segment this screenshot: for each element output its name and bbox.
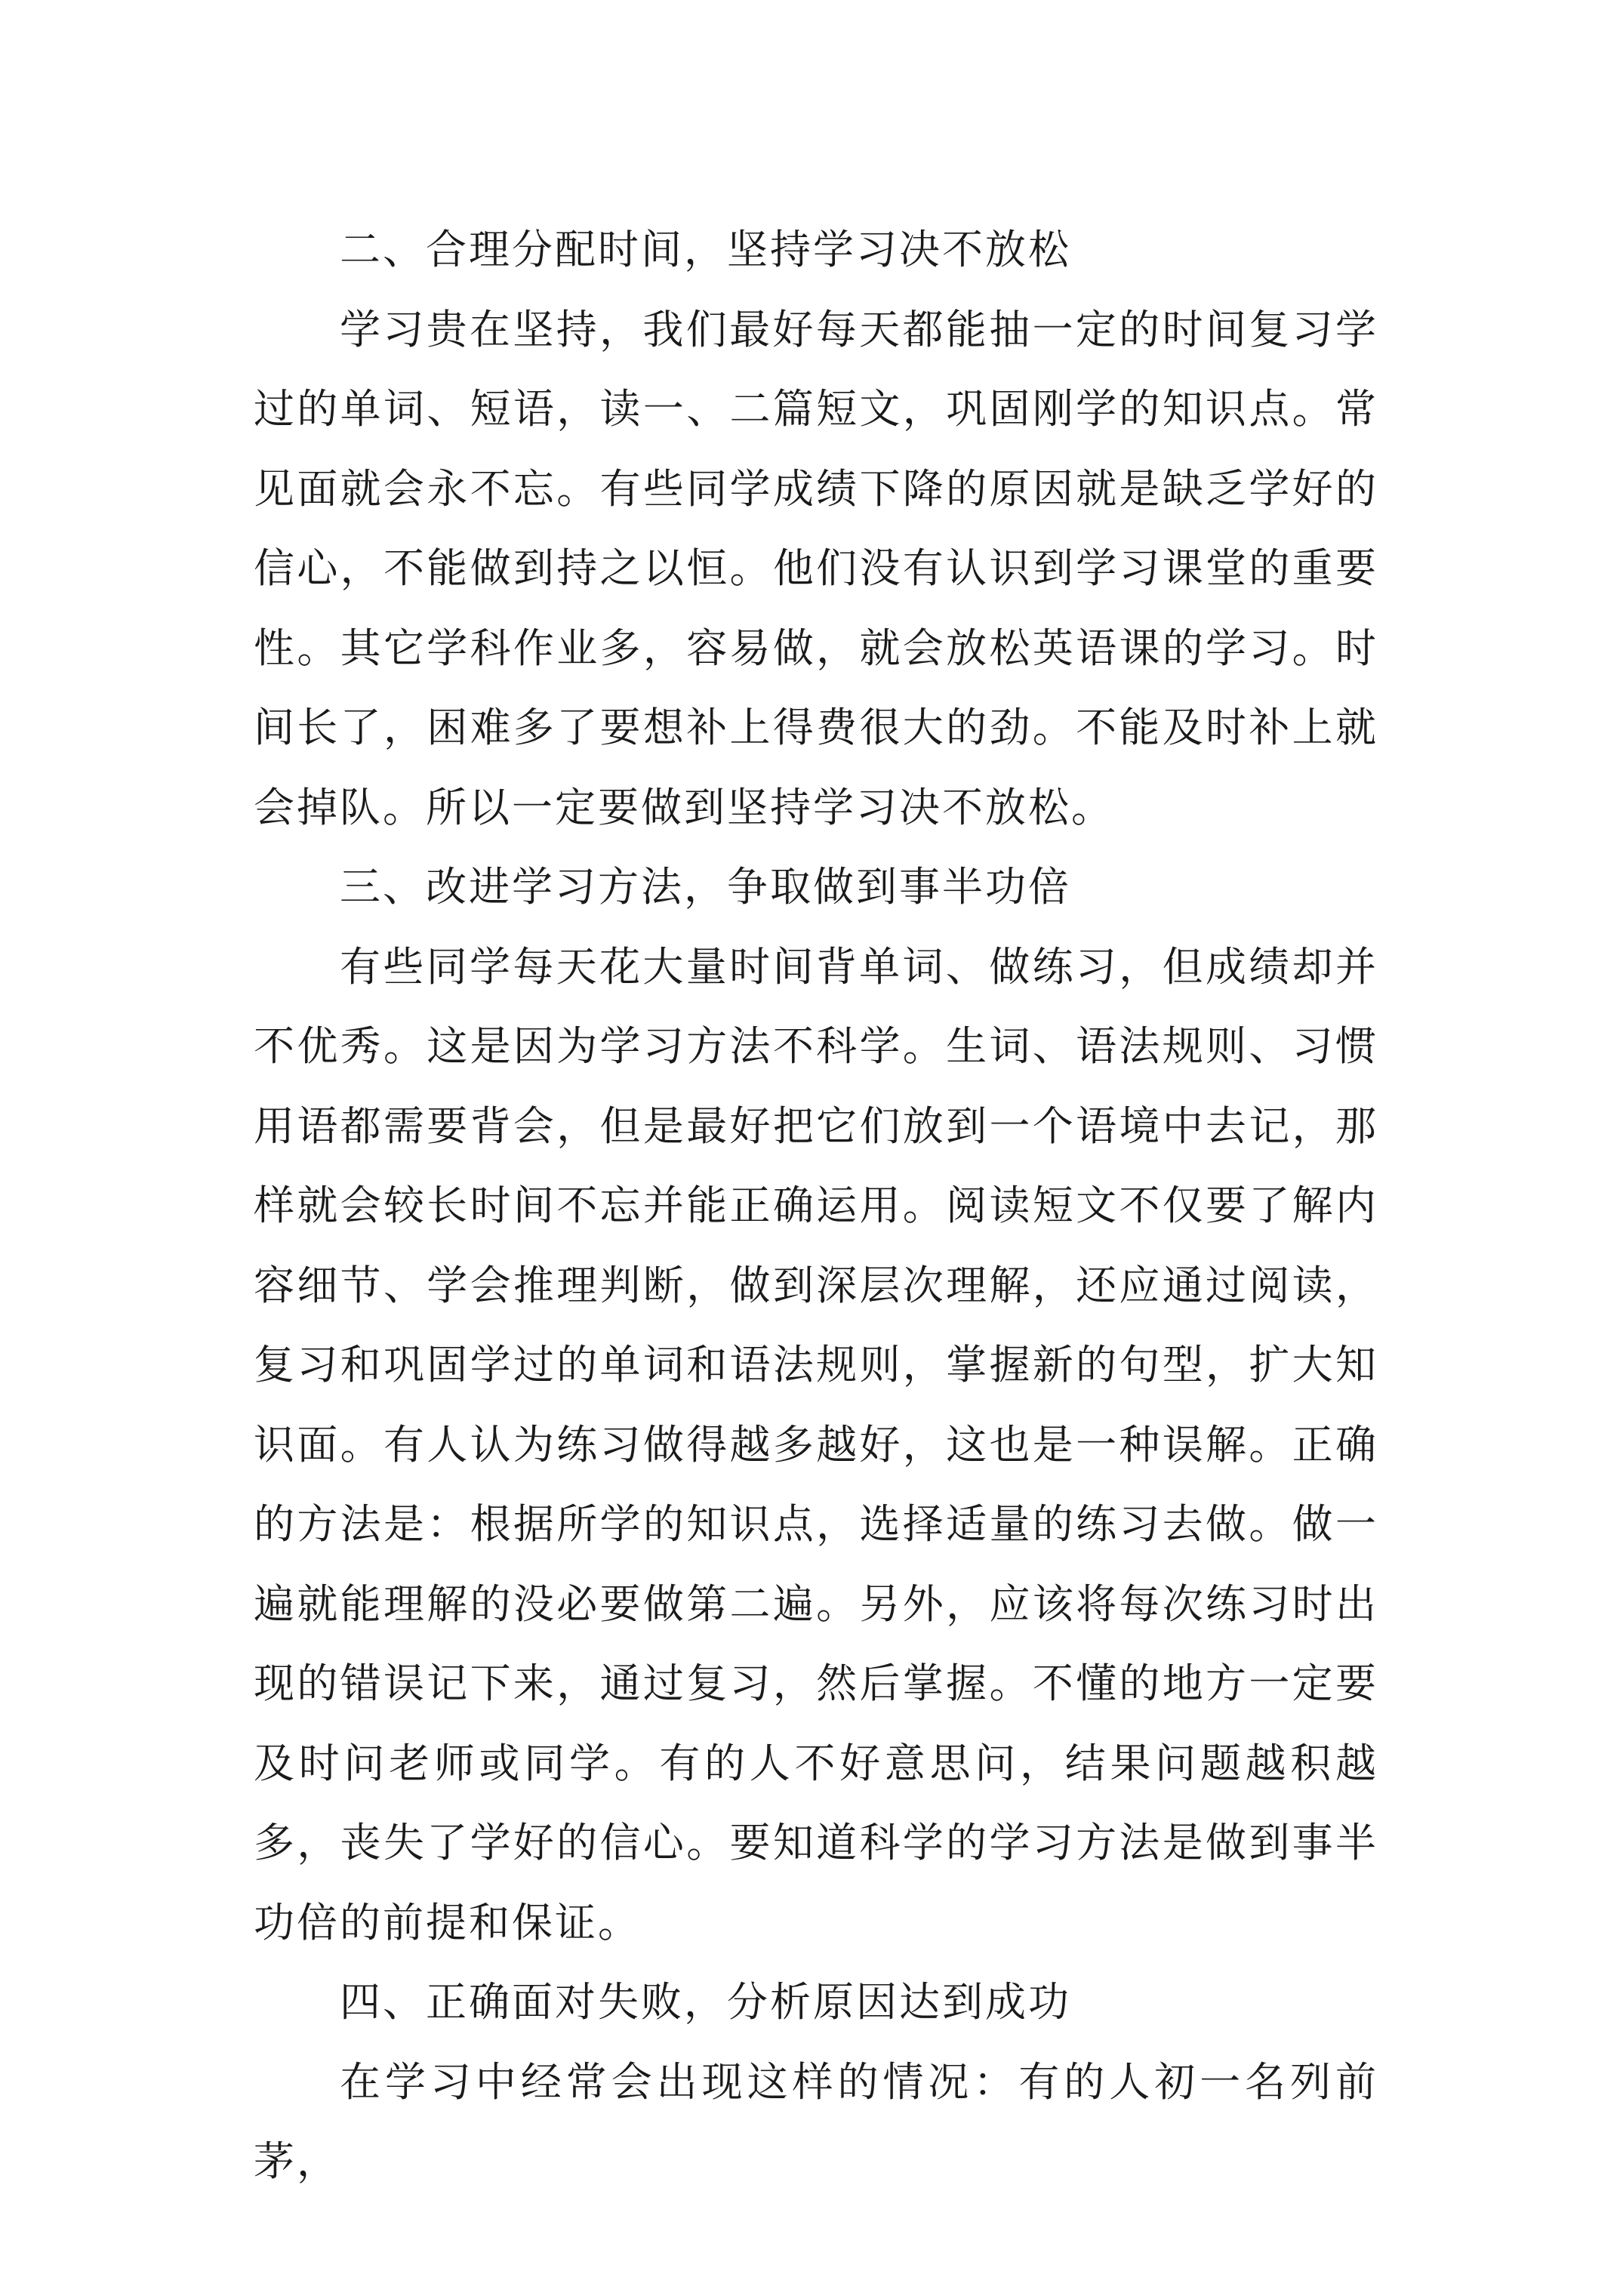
section-2-heading: 二、合理分配时间，坚持学习决不放松 [340,226,1071,273]
section-4-heading: 四、正确面对失败，分析原因达到成功 [340,1978,1071,2026]
section-3-body: 有些同学每天花大量时间背单词、做练习，但成绩却并不优秀。这是因为学习方法不科学。生词、语法规则、习惯用语都需要背会，但是最好把它们放到一个语境中去记，那样就会较长时间不忘并能正确运用。阅读短文不仅要了解内容细节、学会推理判断，做到深层次理解，还应通过阅读，复习和巩固学过的单词和语法规则，掌握新的句型，扩大知识面。有人认为练习做得越多越好，这也是一种误解。正确的方法是：根据所学的知识点，选择适量的练习去做。做一遍就能理解的没必要做第二遍。另外，应该将每次练习时出现的错误记下来，通过复习，然后掌握。不懂的地方一定要及时问老师或同学。有的人不好意思问，结果问题越积越多，丧失了学好的信心。要知道科学的学习方法是做到事半功倍的前提和保证。 [254,942,1378,1946]
section-3-heading: 三、改进学习方法，争取做到事半功倍 [340,863,1071,911]
section-2-body: 学习贵在坚持，我们最好每天都能抽一定的时间复习学过的单词、短语，读一、二篇短文，巩固刚学的知识点。常见面就会永不忘。有些同学成绩下降的原因就是缺乏学好的信心，不能做到持之以恒。他们没有认识到学习课堂的重要性。其它学科作业多，容易做，就会放松英语课的学习。时间长了，困难多了要想补上得费很大的劲。不能及时补上就会掉队。所以一定要做到坚持学习决不放松。 [254,305,1378,831]
document-page [254,210,1378,2202]
section-4-body: 在学习中经常会出现这样的情况：有的人初一名列前茅， [254,2057,1378,2185]
